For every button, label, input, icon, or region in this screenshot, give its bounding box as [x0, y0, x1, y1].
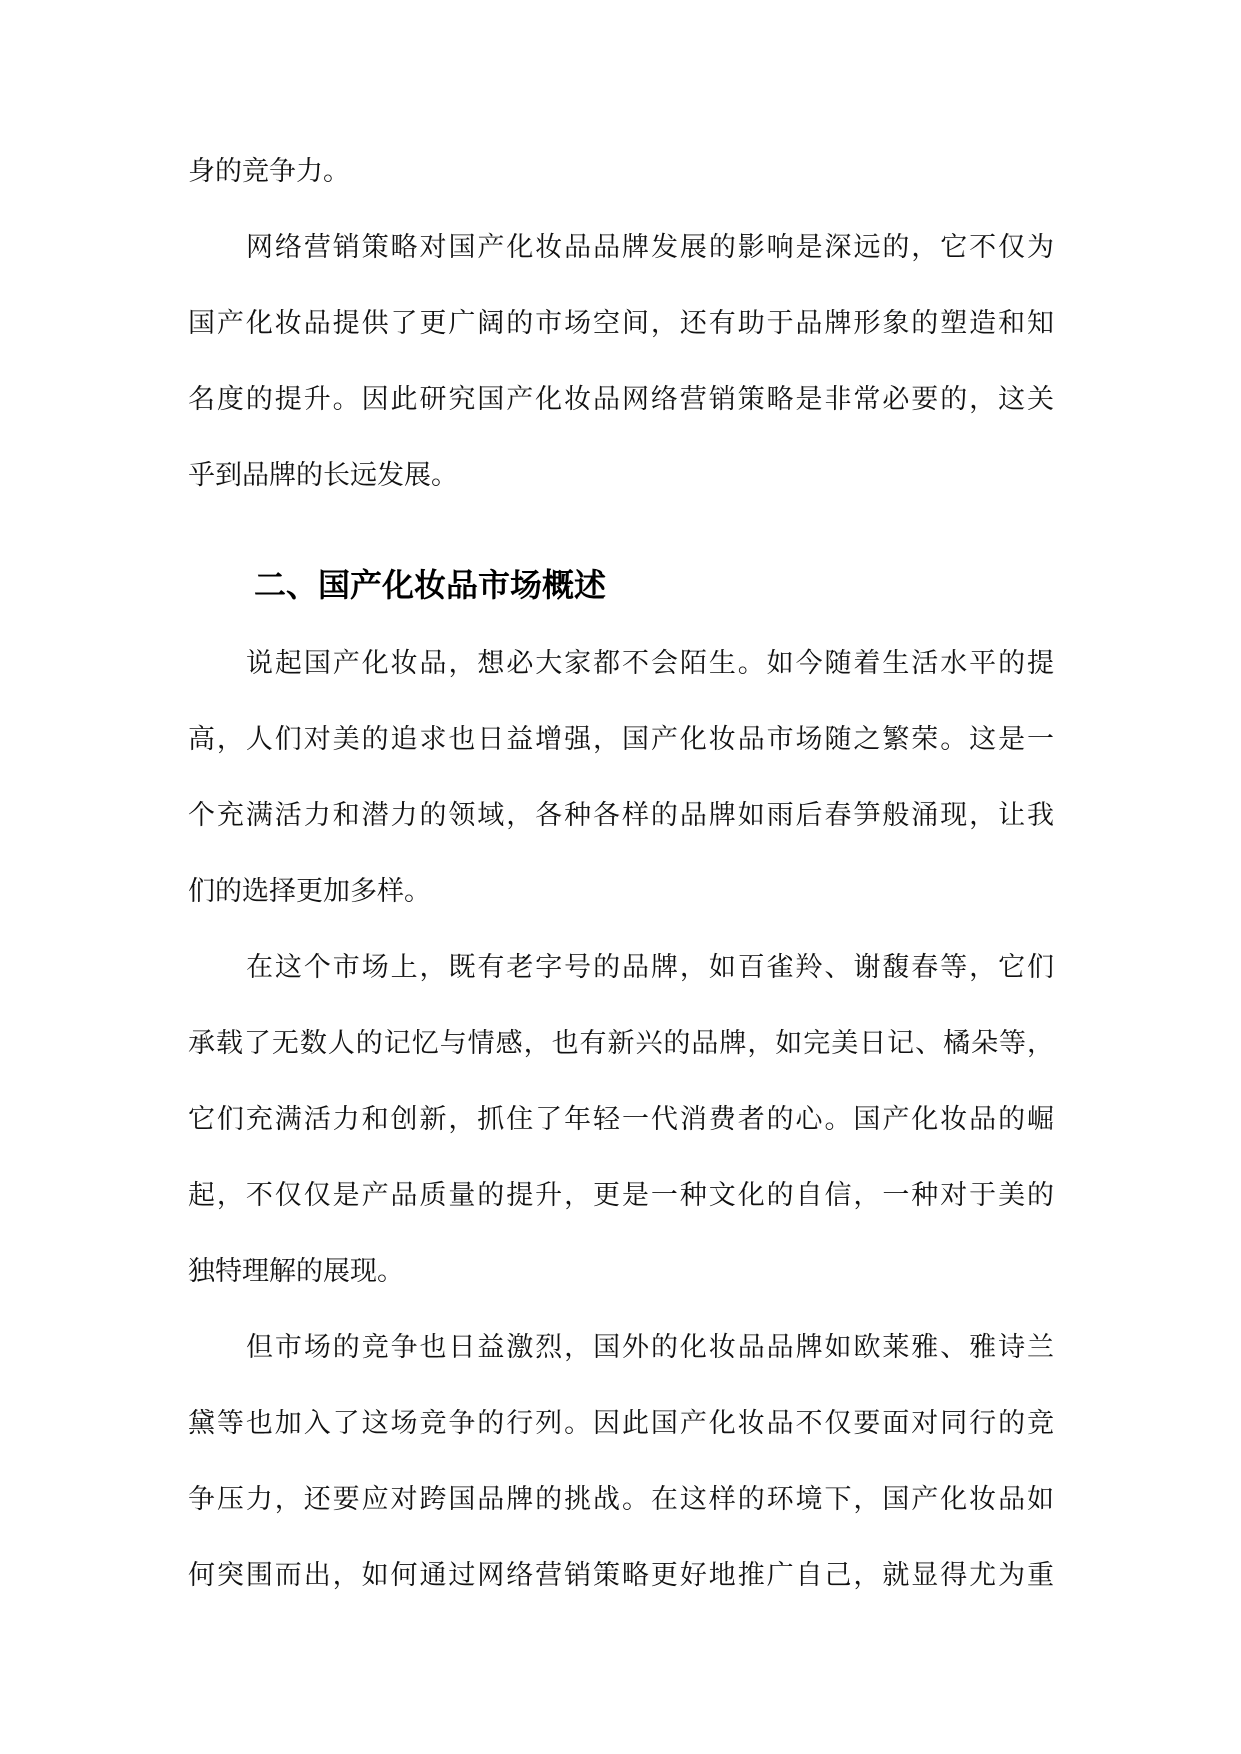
paragraph-line: 名度的提升。因此研究国产化妆品网络营销策略是非常必要的，这关: [188, 384, 1054, 415]
paragraph-line: 网络营销策略对国产化妆品品牌发展的影响是深远的，它不仅为: [246, 232, 1054, 263]
paragraph-line: 承载了无数人的记忆与情感，也有新兴的品牌，如完美日记、橘朵等，: [188, 1028, 1054, 1059]
paragraph-line: 身的竞争力。: [188, 156, 350, 187]
paragraph-line: 但市场的竞争也日益激烈，国外的化妆品品牌如欧莱雅、雅诗兰: [246, 1332, 1054, 1363]
paragraph-line: 独特理解的展现。: [188, 1256, 404, 1287]
paragraph-line: 说起国产化妆品，想必大家都不会陌生。如今随着生活水平的提: [246, 648, 1054, 679]
paragraph-line: 何突围而出，如何通过网络营销策略更好地推广自己，就显得尤为重: [188, 1560, 1054, 1591]
paragraph-line: 们的选择更加多样。: [188, 876, 431, 907]
paragraph-line: 黛等也加入了这场竞争的行列。因此国产化妆品不仅要面对同行的竞: [188, 1408, 1054, 1439]
paragraph-line: 国产化妆品提供了更广阔的市场空间，还有助于品牌形象的塑造和知: [188, 308, 1054, 339]
paragraph-line: 高，人们对美的追求也日益增强，国产化妆品市场随之繁荣。这是一: [188, 724, 1054, 755]
paragraph-line: 在这个市场上，既有老字号的品牌，如百雀羚、谢馥春等，它们: [246, 952, 1054, 983]
section-heading: 二、国产化妆品市场概述: [254, 566, 607, 604]
paragraph-line: 乎到品牌的长远发展。: [188, 460, 458, 491]
paragraph-line: 起，不仅仅是产品质量的提升，更是一种文化的自信，一种对于美的: [188, 1180, 1054, 1211]
paragraph-line: 它们充满活力和创新，抓住了年轻一代消费者的心。国产化妆品的崛: [188, 1104, 1054, 1135]
paragraph-line: 个充满活力和潜力的领域，各种各样的品牌如雨后春笋般涌现，让我: [188, 800, 1054, 831]
paragraph-line: 争压力，还要应对跨国品牌的挑战。在这样的环境下，国产化妆品如: [188, 1484, 1054, 1515]
